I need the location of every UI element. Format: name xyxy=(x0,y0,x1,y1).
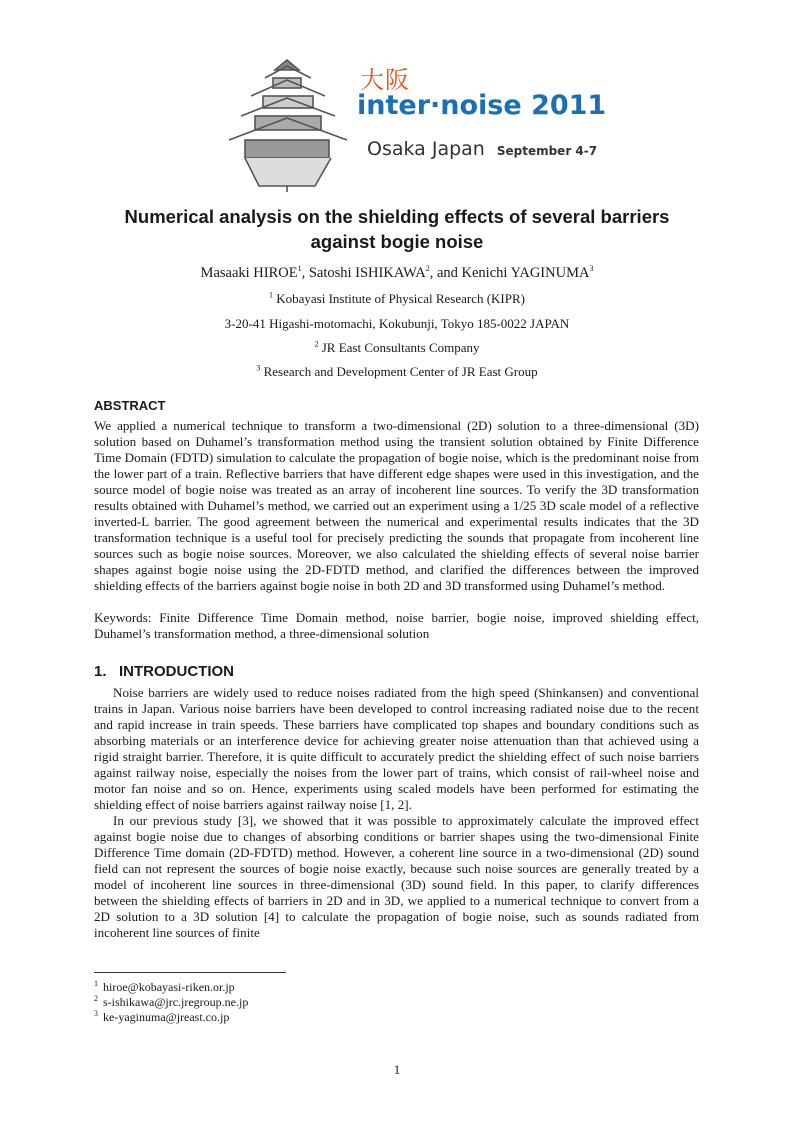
footnote-mark: 3 xyxy=(94,1009,98,1018)
logo-city xyxy=(367,138,597,160)
author-mark: 2 xyxy=(425,264,430,274)
author-separator: , and xyxy=(429,265,462,281)
author-mark: 3 xyxy=(589,264,594,274)
footnote xyxy=(94,995,248,1010)
footnote-divider xyxy=(94,972,286,973)
logo-kanji: 大阪 xyxy=(360,66,410,94)
affiliation-text: Kobayasi Institute of Physical Research (KIPR) xyxy=(276,291,525,306)
intro-paragraph: Noise barriers are widely used to reduce noises radiated from the high speed (Shinkansen) and conventional trains in Japan. Various noise barriers have been developed to control increasing radiated noise due to the recent and rapid increase in train speeds. These barriers have complicated top shapes and boundary conditions such as absorbing materials or an interference device for achieving greater noise attenuation than that achieved using a rigid straight barrier. Therefore, it is quite difficult to accurately predict the shielding effect of such noise barriers against railway noise, especially the noises from the lower part of trains, which consist of rail-wheel noise and motor fan noise and so on. Hence, experiments using scaled models have been performed for estimating the shielding effect of noise barriers against railway noise [1, 2]. xyxy=(94,685,699,812)
footnote-text: ke-yaginuma@jreast.co.jp xyxy=(103,1010,230,1024)
footnote xyxy=(94,1010,248,1025)
affiliation-text: 3-20-41 Higashi-motomachi, Kokubunji, Tokyo 185-0022 JAPAN xyxy=(224,316,570,331)
abstract-heading: ABSTRACT xyxy=(94,398,166,413)
intro-body xyxy=(94,685,699,941)
author-name: Kenichi YAGINUMA xyxy=(461,265,590,281)
title-initial: N xyxy=(124,206,138,227)
logo-city-name: Osaka Japan xyxy=(367,138,485,160)
author-name: Masaaki HIROE xyxy=(200,265,298,281)
author-mark: 1 xyxy=(297,264,302,274)
author-separator: , xyxy=(301,265,309,281)
conference-logo xyxy=(215,52,607,192)
footnote-mark: 1 xyxy=(94,979,98,988)
affiliation-mark: 3 xyxy=(256,363,261,373)
author-name: Satoshi ISHIKAWA xyxy=(308,265,426,281)
affiliation-mark: 2 xyxy=(314,339,319,349)
footnote-text: s-ishikawa@jrc.jregroup.ne.jp xyxy=(103,995,249,1009)
affiliation-line xyxy=(90,364,704,380)
logo-brand: inter·noise 2011 xyxy=(357,90,607,121)
footnotes xyxy=(94,980,248,1025)
castle-icon xyxy=(215,52,355,192)
footnote xyxy=(94,980,248,995)
footnote-text: hiroe@kobayasi-riken.or.jp xyxy=(103,980,235,994)
affiliation-line xyxy=(90,316,704,332)
title-rest: umerical analysis on the shielding effects of several barriers against bogie noise xyxy=(137,206,670,252)
keywords-text: Keywords: Finite Difference Time Domain method, noise barrier, bogie noise, improved shielding effect, Duhamel’s transformation method, a three-dimensional solution xyxy=(94,610,699,641)
footnote-mark: 2 xyxy=(94,994,98,1003)
affiliation-text: JR East Consultants Company xyxy=(321,340,480,355)
intro-heading: 1. INTRODUCTION xyxy=(94,663,235,680)
affiliation-line xyxy=(90,291,704,307)
page-number: 1 xyxy=(393,1062,401,1077)
paper-title xyxy=(90,204,704,254)
intro-paragraph: In our previous study [3], we showed that it was possible to approximately calculate the improved effect against bogie noise due to changes of absorbing conditions or barrier shapes using the two-dimensional Finite Difference Time domain (2D-FDTD) method. However, a coherent line source in a two-dimensional (2D) sound field can not represent the sources of bogie noise exactly, because such noise sources are generally treated by a model of incoherent line sources in three-dimensional (3D) sound field. In this paper, to clarify differences between the shielding effects of barriers in 2D and in 3D, we applied to a numerical technique to convert from a 2D solution to a 3D solution [4] to calculate the propagation of bogie noise, such as sounds radiated from incoherent line sources of finite xyxy=(94,813,699,940)
affiliation-text: Research and Development Center of JR East Group xyxy=(263,364,538,379)
abstract-text: We applied a numerical technique to transform a two-dimensional (2D) solution to a three-dimensional (3D) solution based on Duhamel’s transformation method using the transient solution obtained by Finite Difference Time Domain (FDTD) simulation to calculate the propagation of bogie noise, which is the predominant noise from the lower part of a train. Reflective barriers that have different edge shapes were used in this investigation, and the source model of bogie noise was treated as an array of incoherent line sources. To verify the 3D transformation results obtained with Duhamel’s method, we carried out an experiment using a 1/25 3D scale model of a reflective inverted-L barrier. The good agreement between the numerical and experimental results indicates that the 3D transformation technique is a useful tool for precisely predicting the sounds that propagate from incoherent line sources such as bogie noise sources. Moreover, we also calculated the shielding effects of several noise barrier shapes against bogie noise using the 2D-FDTD method, and clarified the differences between the improved shielding effects of the barriers against bogie noise in both 2D and 3D transformed using Duhamel’s method. xyxy=(94,418,699,593)
affiliation-mark: 1 xyxy=(268,290,273,300)
author-list xyxy=(90,265,704,282)
affiliation-line xyxy=(90,340,704,356)
logo-dates: September 4-7 xyxy=(496,144,598,158)
